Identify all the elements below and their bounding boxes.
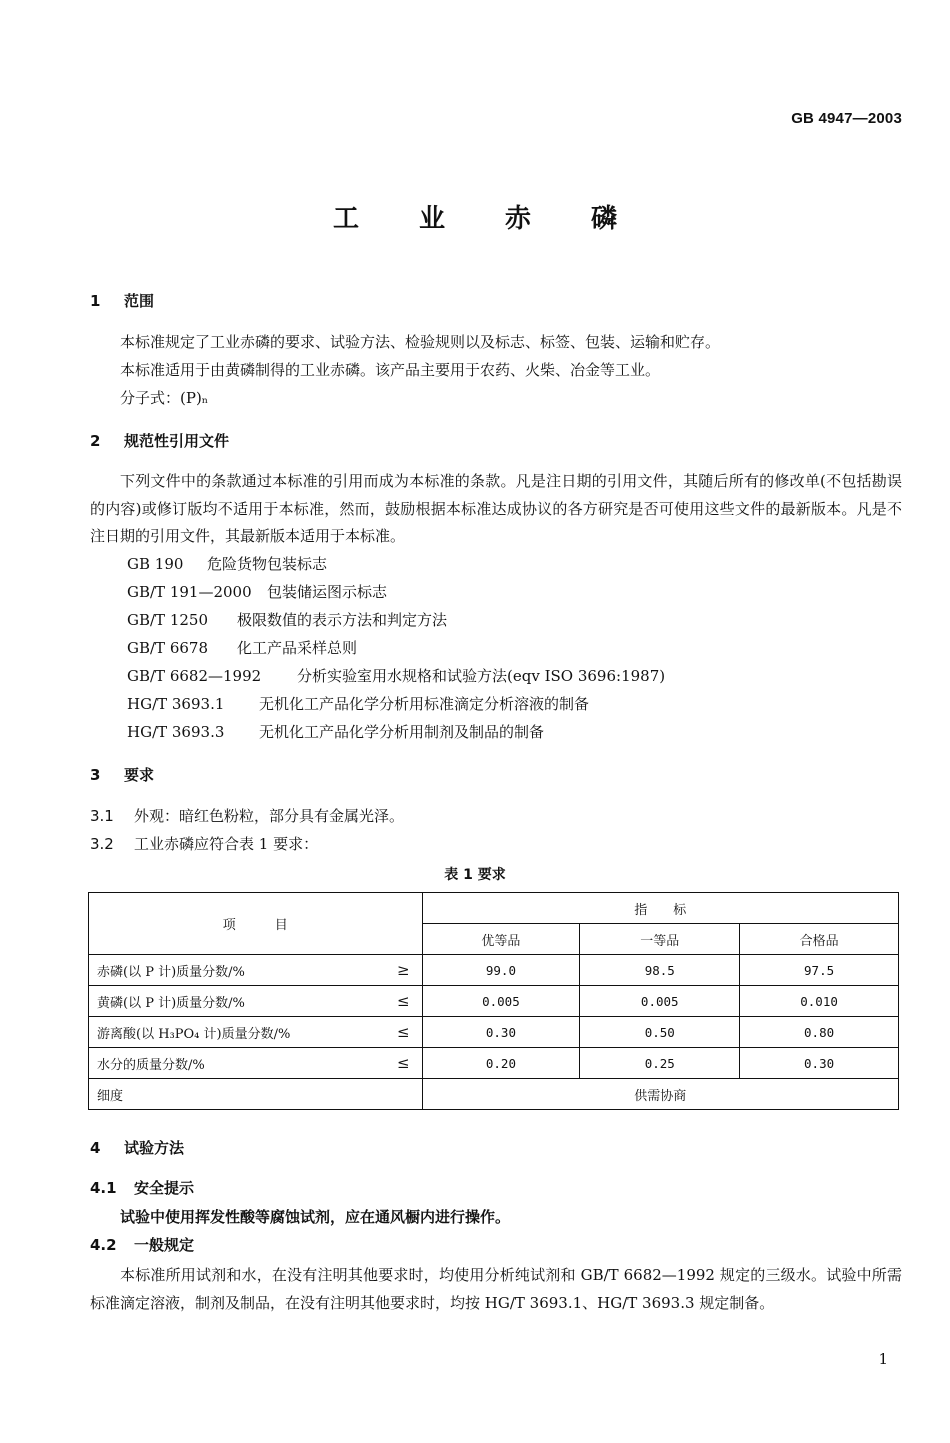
value-cell: 99.0 (422, 955, 580, 986)
section-title: 试验方法 (124, 1139, 185, 1157)
reference-title: 无机化工产品化学分析用标准滴定分析溶液的制备 (259, 695, 590, 713)
item-cell: 细度 (89, 1079, 423, 1110)
table-row (89, 1079, 899, 1110)
clause-3-2 (90, 830, 318, 858)
section-4-heading (90, 1137, 184, 1158)
clause-4-2-paragraph: 本标准所用试剂和水，在没有注明其他要求时，均使用分析纯试剂和 GB/T 6682—1992 规定的三级水。试验中所需标准滴定溶液，制剂及制品，在没有注明其他要求时，均按 HG/T 3693.1、HG/T 3693.3 规定制备。 (90, 1266, 902, 1312)
reference-code: GB 190 (127, 555, 184, 573)
table-caption: 表 1 要求 (444, 867, 506, 883)
document-title: 工业赤磷 (332, 204, 677, 234)
item-label: 赤磷(以 P 计)质量分数/% (97, 964, 245, 980)
column-header-index: 指 标 (422, 893, 898, 924)
clause-text: 工业赤磷应符合表 1 要求： (134, 835, 319, 853)
reference-title: 危险货物包装标志 (207, 555, 328, 573)
section-title: 规范性引用文件 (124, 432, 230, 450)
clause-3-1 (90, 802, 404, 830)
reference-item (127, 578, 665, 606)
reference-item (127, 718, 665, 746)
normative-references-list (127, 550, 665, 746)
reference-code: GB/T 191—2000 (127, 583, 252, 601)
reference-item (127, 690, 665, 718)
reference-title: 化工产品采样总则 (237, 639, 358, 657)
clause-title: 安全提示 (134, 1179, 195, 1197)
reference-code: HG/T 3693.3 (127, 723, 225, 741)
reference-title: 极限数值的表示方法和判定方法 (237, 611, 448, 629)
item-label: 水分的质量分数/% (97, 1057, 205, 1073)
value-cell-merged: 供需协商 (422, 1079, 898, 1110)
section-1-heading (90, 290, 154, 311)
value-cell: 0.25 (580, 1048, 740, 1079)
reference-code: GB/T 1250 (127, 611, 209, 629)
section-title: 范围 (124, 292, 155, 310)
reference-code: GB/T 6682—1992 (127, 667, 262, 685)
reference-item (127, 550, 665, 578)
safety-note: 试验中使用挥发性酸等腐蚀试剂，应在通风橱内进行操作。 (120, 1208, 511, 1226)
section-3-heading (90, 764, 154, 785)
grade-header: 一等品 (580, 924, 740, 955)
column-header-item: 项 目 (89, 893, 423, 955)
grade-header: 优等品 (422, 924, 580, 955)
comparison-symbol: ≤ (396, 1054, 410, 1072)
value-cell: 0.005 (580, 986, 740, 1017)
clause-4-1-heading (90, 1177, 194, 1198)
item-cell (89, 1048, 423, 1079)
section-1-body (120, 328, 720, 412)
value-cell: 0.30 (422, 1017, 580, 1048)
value-cell: 0.80 (740, 1017, 899, 1048)
value-cell: 97.5 (740, 955, 899, 986)
comparison-symbol: ≥ (396, 961, 410, 979)
table-header-row (89, 893, 899, 924)
reference-code: HG/T 3693.1 (127, 695, 225, 713)
clause-4-2-heading (90, 1234, 194, 1255)
reference-title: 包装储运图示标志 (267, 583, 388, 601)
page-number: 1 (878, 1350, 888, 1368)
item-label: 游离酸(以 H₃PO₄ 计)质量分数/% (97, 1026, 291, 1042)
table-row (89, 986, 899, 1017)
item-cell (89, 986, 423, 1017)
value-cell: 0.30 (740, 1048, 899, 1079)
reference-title: 分析实验室用水规格和试验方法(eqv ISO 3696:1987) (297, 667, 666, 685)
table-row (89, 955, 899, 986)
table-row (89, 1048, 899, 1079)
item-cell (89, 1017, 423, 1048)
clause-number: 4.1 (90, 1179, 117, 1197)
value-cell: 0.20 (422, 1048, 580, 1079)
reference-item (127, 606, 665, 634)
value-cell: 98.5 (580, 955, 740, 986)
grade-header: 合格品 (740, 924, 899, 955)
clause-text: 外观：暗红色粉粒，部分具有金属光泽。 (134, 807, 405, 825)
clause-number: 4.2 (90, 1236, 117, 1254)
table-row (89, 1017, 899, 1048)
paragraph: 本标准规定了工业赤磷的要求、试验方法、检验规则以及标志、标签、包装、运输和贮存。 (120, 333, 721, 351)
item-label: 黄磷(以 P 计)质量分数/% (97, 995, 245, 1011)
section-number: 1 (90, 292, 101, 310)
standard-code: GB 4947—2003 (791, 110, 902, 127)
reference-title: 无机化工产品化学分析用制剂及制品的制备 (259, 723, 545, 741)
reference-item (127, 634, 665, 662)
section-2-paragraph: 下列文件中的条款通过本标准的引用而成为本标准的条款。凡是注日期的引用文件，其随后所有的修改单(不包括勘误的内容)或修订版均不适用于本标准，然而，鼓励根据本标准达成协议的各方研究是否可使用这些文件的最新版本。凡是不注日期的引用文件，其最新版本适用于本标准。 (90, 472, 902, 545)
value-cell: 0.50 (580, 1017, 740, 1048)
section-number: 3 (90, 766, 101, 784)
reference-item (127, 662, 665, 690)
requirements-table (88, 892, 899, 1110)
item-cell (89, 955, 423, 986)
reference-code: GB/T 6678 (127, 639, 209, 657)
value-cell: 0.010 (740, 986, 899, 1017)
value-cell: 0.005 (422, 986, 580, 1017)
clause-number: 3.1 (90, 807, 114, 825)
section-2-heading (90, 430, 229, 451)
section-number: 4 (90, 1139, 101, 1157)
section-title: 要求 (124, 766, 155, 784)
clause-title: 一般规定 (134, 1236, 195, 1254)
formula-line: 分子式：(P)ₙ (120, 389, 209, 407)
paragraph: 本标准适用于由黄磷制得的工业赤磷。该产品主要用于农药、火柴、冶金等工业。 (120, 361, 661, 379)
clause-number: 3.2 (90, 835, 114, 853)
comparison-symbol: ≤ (396, 992, 410, 1010)
comparison-symbol: ≤ (396, 1023, 410, 1041)
section-number: 2 (90, 432, 101, 450)
